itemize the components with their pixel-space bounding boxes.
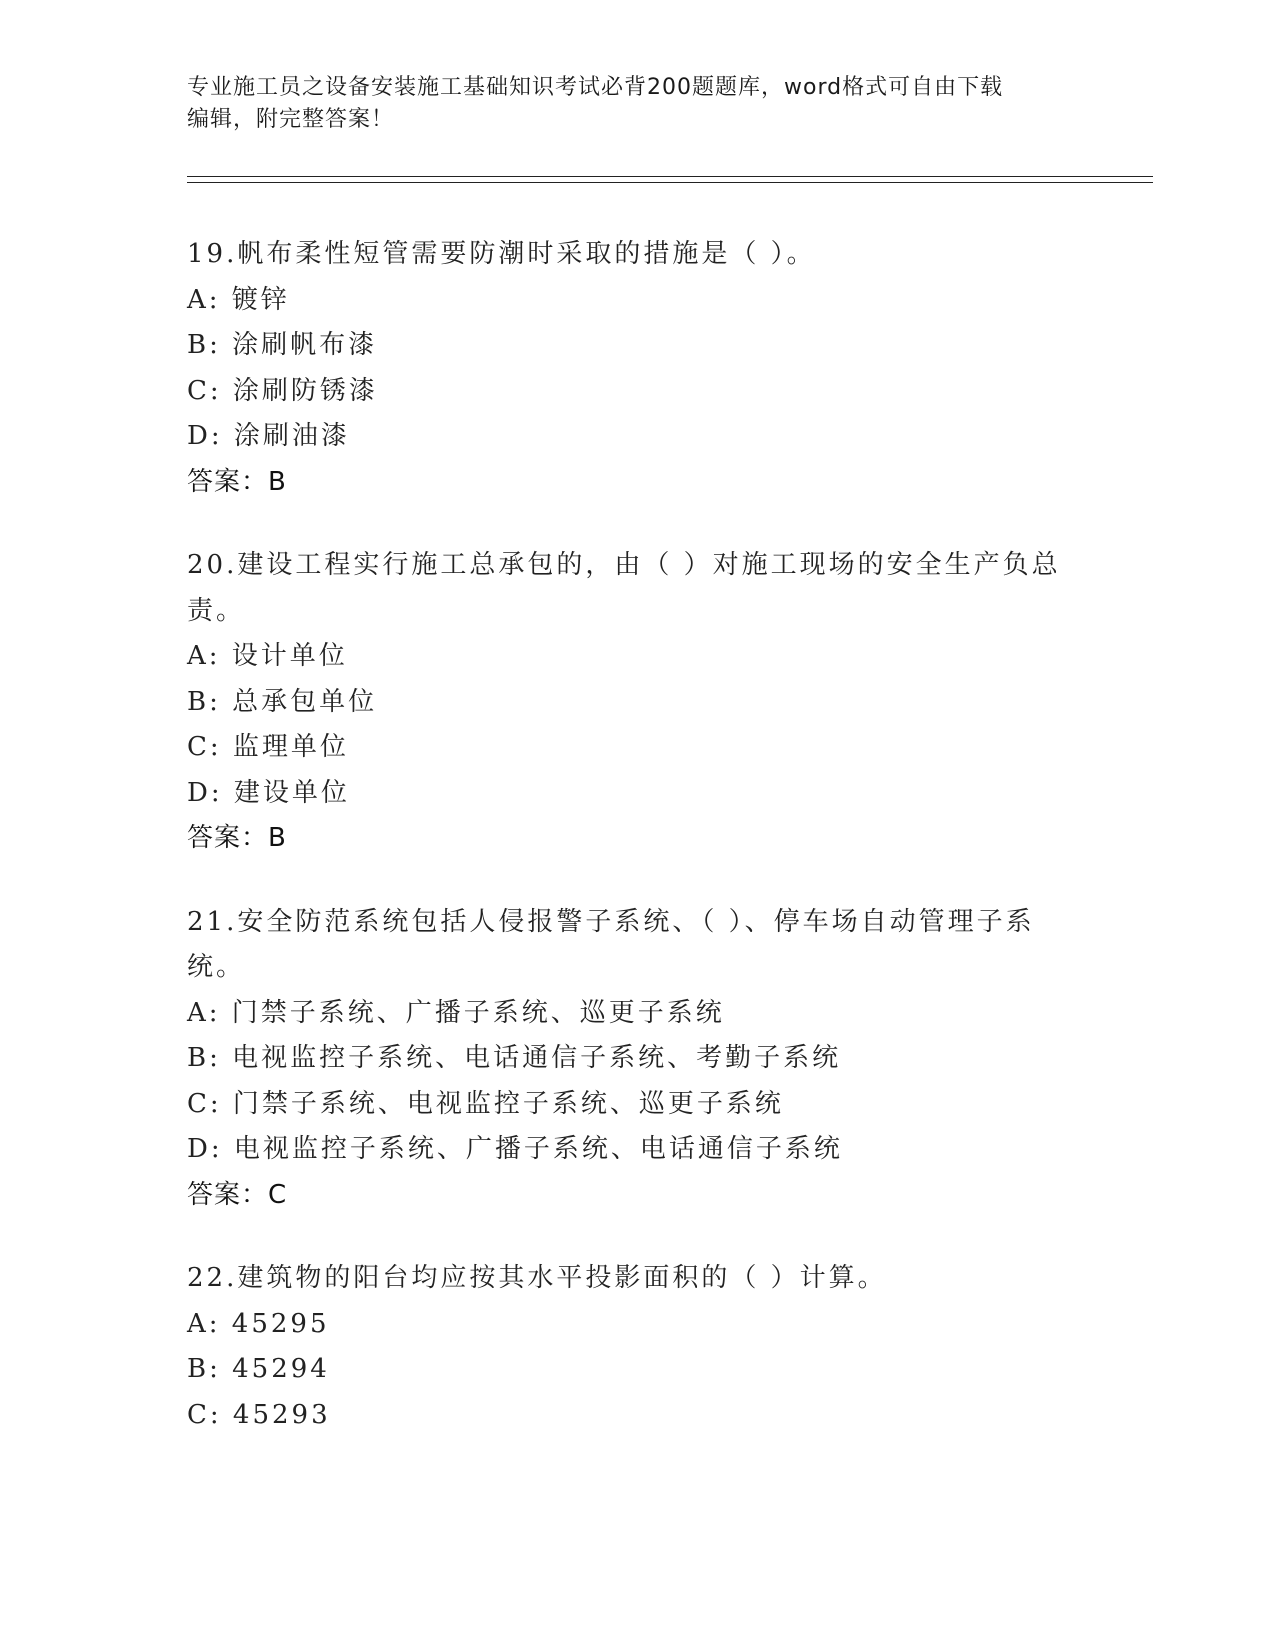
option-d: D: 涂刷油漆 [187, 421, 350, 451]
option-a: A: 45295 [187, 1308, 330, 1339]
option-c: C: 监理单位 [187, 732, 349, 762]
option-c: C: 涂刷防锈漆 [187, 375, 378, 406]
header-line-2: 编辑，附完整答案！ [187, 107, 395, 132]
document-header [187, 72, 1067, 136]
option-a: A: 设计单位 [187, 641, 348, 671]
option-b: B: 电视监控子系统、电话通信子系统、考勤子系统 [187, 1043, 842, 1073]
option-c: C: 45293 [187, 1399, 331, 1430]
option-b: B: 涂刷帆布漆 [187, 330, 378, 360]
option-d: D: 电视监控子系统、广播子系统、电话通信子系统 [187, 1134, 843, 1164]
option-a: A: 镀锌 [187, 284, 290, 315]
answer-label: 答案：B [187, 823, 287, 853]
question-stem: 19.帆布柔性短管需要防潮时采取的措施是（ ）。 [187, 239, 816, 269]
answer-label: 答案：B [187, 466, 287, 497]
question-22 [187, 1256, 1067, 1438]
option-b: B: 总承包单位 [187, 686, 378, 717]
question-20 [187, 543, 1067, 862]
question-stem: 22.建筑物的阳台均应按其水平投影面积的（ ）计算。 [187, 1263, 887, 1293]
option-c: C: 门禁子系统、电视监控子系统、巡更子系统 [187, 1088, 784, 1119]
question-list [187, 232, 1067, 1476]
option-a: A: 门禁子系统、广播子系统、巡更子系统 [187, 997, 725, 1028]
question-stem: 21.安全防范系统包括人侵报警子系统、（ ）、停车场自动管理子系统。 [187, 906, 1035, 982]
question-19 [187, 232, 1067, 505]
answer-label: 答案：C [187, 1179, 288, 1210]
option-b: B: 45294 [187, 1354, 330, 1384]
question-stem: 20.建设工程实行施工总承包的，由（ ）对施工现场的安全生产负总责。 [187, 550, 1061, 626]
header-divider-bottom [187, 182, 1153, 183]
option-d: D: 建设单位 [187, 777, 350, 808]
header-divider-top [187, 176, 1153, 177]
question-21 [187, 900, 1067, 1219]
header-line-1: 专业施工员之设备安装施工基础知识考试必背200题题库，word格式可自由下载 [187, 75, 1004, 100]
